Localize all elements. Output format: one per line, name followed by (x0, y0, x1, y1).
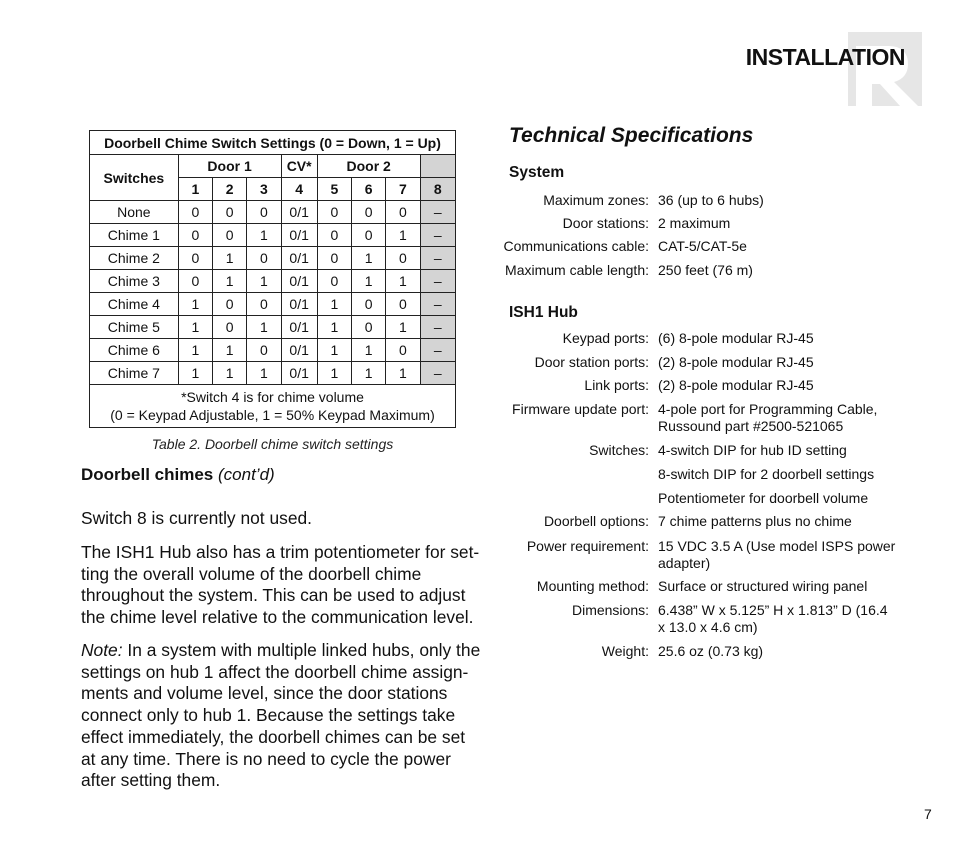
spec-value: (6) 8-pole modular RJ-45 (658, 330, 814, 346)
table-row (90, 339, 456, 362)
section-title: INSTALLATION (745, 44, 905, 70)
switch-cell: 1 (212, 362, 246, 385)
spec-key: Maximum cable length: (505, 262, 649, 278)
switch-cell: 0/1 (281, 247, 317, 270)
switch-cell: 1 (247, 316, 281, 339)
switch-cell: 0 (247, 201, 281, 224)
table-row (90, 247, 456, 270)
switch-cell: 0 (212, 293, 246, 316)
switch-cell: 1 (386, 224, 420, 247)
switch-cell: 1 (212, 270, 246, 293)
switch-number-3: 3 (247, 178, 281, 201)
switch-number-5: 5 (317, 178, 351, 201)
switch-number-1: 1 (178, 178, 212, 201)
switch-cell: – (420, 247, 455, 270)
doorbell-chimes-heading (81, 465, 275, 485)
page-number: 7 (924, 806, 932, 822)
spec-key: Mounting method: (536, 578, 649, 594)
switch-cell: 0 (178, 224, 212, 247)
unused-group-header (420, 155, 455, 178)
switch-cell: 0 (352, 201, 386, 224)
switch-cell: 1 (212, 247, 246, 270)
switch-cell: 1 (247, 224, 281, 247)
switch-cell: 1 (352, 362, 386, 385)
switch-cell: 0/1 (281, 224, 317, 247)
switch-cell: 1 (386, 270, 420, 293)
switch-cell: 1 (178, 339, 212, 362)
switch-cell: 1 (317, 339, 351, 362)
spec-value: 4-pole port for Programming Cable, Russound part #2500-521065 (658, 401, 878, 434)
row-label: None (90, 201, 179, 224)
switch-number-2: 2 (212, 178, 246, 201)
spec-key: Door stations: (562, 215, 649, 231)
paragraph-1: Switch 8 is currently not used. (81, 508, 313, 528)
switch-cell: 0 (386, 247, 420, 270)
spec-key: Dimensions: (571, 602, 649, 618)
spec-value: Surface or structured wiring panel (658, 578, 868, 594)
spec-key: Keypad ports: (562, 330, 649, 346)
switch-cell: 0 (352, 293, 386, 316)
switch-cell: 0/1 (281, 339, 317, 362)
note-text: In a system with multiple linked hubs, only the settings on hub 1 affect the doorbell chime assign-ments and volume level, since the door stations connect only to hub 1. Because the settings take effect immediately, the doorbell chimes can be set at any time. There is no need to cycle the power after setting them. (81, 640, 481, 791)
table-row (90, 224, 456, 247)
switch-cell: 0/1 (281, 201, 317, 224)
row-label: Chime 4 (90, 293, 179, 316)
spec-value: 2 maximum (658, 215, 731, 231)
spec-key: Communications cable: (503, 238, 649, 254)
switch-cell: 1 (178, 362, 212, 385)
hub-heading: ISH1 Hub (509, 304, 578, 321)
switch-cell: 1 (352, 270, 386, 293)
switch-cell: 0 (317, 224, 351, 247)
spec-value: 25.6 oz (0.73 kg) (658, 643, 764, 659)
switch-cell: 1 (178, 293, 212, 316)
switch-cell: 0 (247, 247, 281, 270)
switch-cell: 1 (247, 270, 281, 293)
spec-key: Power requirement: (526, 538, 649, 554)
switch-cell: 1 (352, 247, 386, 270)
switch-cell: – (420, 316, 455, 339)
note-lead: Note: (81, 640, 123, 660)
spec-value: Potentiometer for doorbell volume (658, 490, 869, 506)
table-title: Doorbell Chime Switch Settings (0 = Down, 1 = Up) (90, 131, 456, 155)
switch-cell: 0 (178, 270, 212, 293)
spec-value: 36 (up to 6 hubs) (658, 192, 764, 208)
footnote-line-1: *Switch 4 is for chime volume (181, 389, 364, 405)
table-row (90, 270, 456, 293)
spec-value: 4-switch DIP for hub ID setting (658, 442, 847, 458)
spec-value: 6.438” W x 5.125” H x 1.813” D (16.4 x 13.0 x 4.6 cm) (658, 602, 888, 635)
switch-cell: 0 (212, 201, 246, 224)
switch-cell: 0/1 (281, 270, 317, 293)
row-label: Chime 2 (90, 247, 179, 270)
spec-key: Maximum zones: (543, 192, 649, 208)
spec-key: Doorbell options: (543, 513, 649, 529)
switch-number-7: 7 (386, 178, 420, 201)
switch-cell: 0/1 (281, 362, 317, 385)
switch-cell: 0 (386, 201, 420, 224)
table-row (90, 362, 456, 385)
spec-value: (2) 8-pole modular RJ-45 (658, 377, 814, 393)
spec-value: 15 VDC 3.5 A (Use model ISPS power adapter) (658, 538, 896, 571)
switches-header: Switches (90, 155, 179, 201)
footnote-line-2: (0 = Keypad Adjustable, 1 = 50% Keypad Maximum) (110, 407, 435, 423)
row-label: Chime 6 (90, 339, 179, 362)
specs-title: Technical Specifications (509, 124, 754, 147)
switch-cell: 1 (386, 362, 420, 385)
paragraph-2: The ISH1 Hub also has a trim potentiometer for set-ting the overall volume of the doorbell chime throughout the system. This can be used to adjust the chime level relative to the communication level. (81, 542, 480, 628)
spec-value: 7 chime patterns plus no chime (658, 513, 852, 529)
switch-cell: 0 (352, 316, 386, 339)
switch-cell: – (420, 201, 455, 224)
system-heading: System (509, 164, 565, 181)
switch-cell: 0 (178, 201, 212, 224)
switch-cell: 1 (247, 362, 281, 385)
switch-cell: – (420, 270, 455, 293)
switch-cell: 0 (386, 293, 420, 316)
spec-value: (2) 8-pole modular RJ-45 (658, 354, 814, 370)
cv-group-header: CV* (281, 155, 317, 178)
door1-group-header: Door 1 (178, 155, 281, 178)
switch-cell: – (420, 224, 455, 247)
switch-cell: 1 (212, 339, 246, 362)
switch-cell: 0 (178, 247, 212, 270)
switch-cell: 0 (386, 339, 420, 362)
spec-value: CAT-5/CAT-5e (658, 238, 747, 254)
doorbell-switch-table (89, 130, 456, 428)
door2-group-header: Door 2 (317, 155, 420, 178)
table-row (90, 316, 456, 339)
switch-cell: 0 (317, 247, 351, 270)
switch-cell: – (420, 293, 455, 316)
spec-value: 250 feet (76 m) (658, 262, 753, 278)
paragraph-3 (81, 640, 481, 792)
switch-cell: – (420, 362, 455, 385)
heading-italic-text: (cont’d) (218, 465, 275, 484)
spec-key: Link ports: (584, 377, 649, 393)
table-row (90, 201, 456, 224)
switch-cell: 0/1 (281, 293, 317, 316)
switch-cell: 0/1 (281, 316, 317, 339)
spec-key: Door station ports: (534, 354, 649, 370)
switch-number-4: 4 (281, 178, 317, 201)
switch-cell: 1 (178, 316, 212, 339)
row-label: Chime 5 (90, 316, 179, 339)
switch-cell: 1 (386, 316, 420, 339)
switch-cell: 0 (247, 293, 281, 316)
switch-cell: 1 (352, 339, 386, 362)
spec-key: Weight: (601, 643, 649, 659)
spec-key: Switches: (589, 442, 649, 458)
spec-value: 8-switch DIP for 2 doorbell settings (658, 466, 875, 482)
switch-number-6: 6 (352, 178, 386, 201)
switch-cell: 0 (317, 201, 351, 224)
switch-cell: 1 (317, 293, 351, 316)
switch-cell: 0 (317, 270, 351, 293)
row-label: Chime 1 (90, 224, 179, 247)
switch-cell: 0 (212, 316, 246, 339)
switch-cell: 1 (317, 362, 351, 385)
table-row (90, 293, 456, 316)
table-caption: Table 2. Doorbell chime switch settings (151, 436, 394, 452)
switch-cell: 0 (247, 339, 281, 362)
table-footnote (90, 385, 456, 428)
switch-number-8: 8 (420, 178, 455, 201)
spec-key: Firmware update port: (512, 401, 649, 417)
switch-cell: 0 (212, 224, 246, 247)
row-label: Chime 7 (90, 362, 179, 385)
heading-bold-text: Doorbell chimes (81, 465, 214, 484)
switch-cell: 0 (352, 224, 386, 247)
switch-cell: 1 (317, 316, 351, 339)
row-label: Chime 3 (90, 270, 179, 293)
switch-cell: – (420, 339, 455, 362)
